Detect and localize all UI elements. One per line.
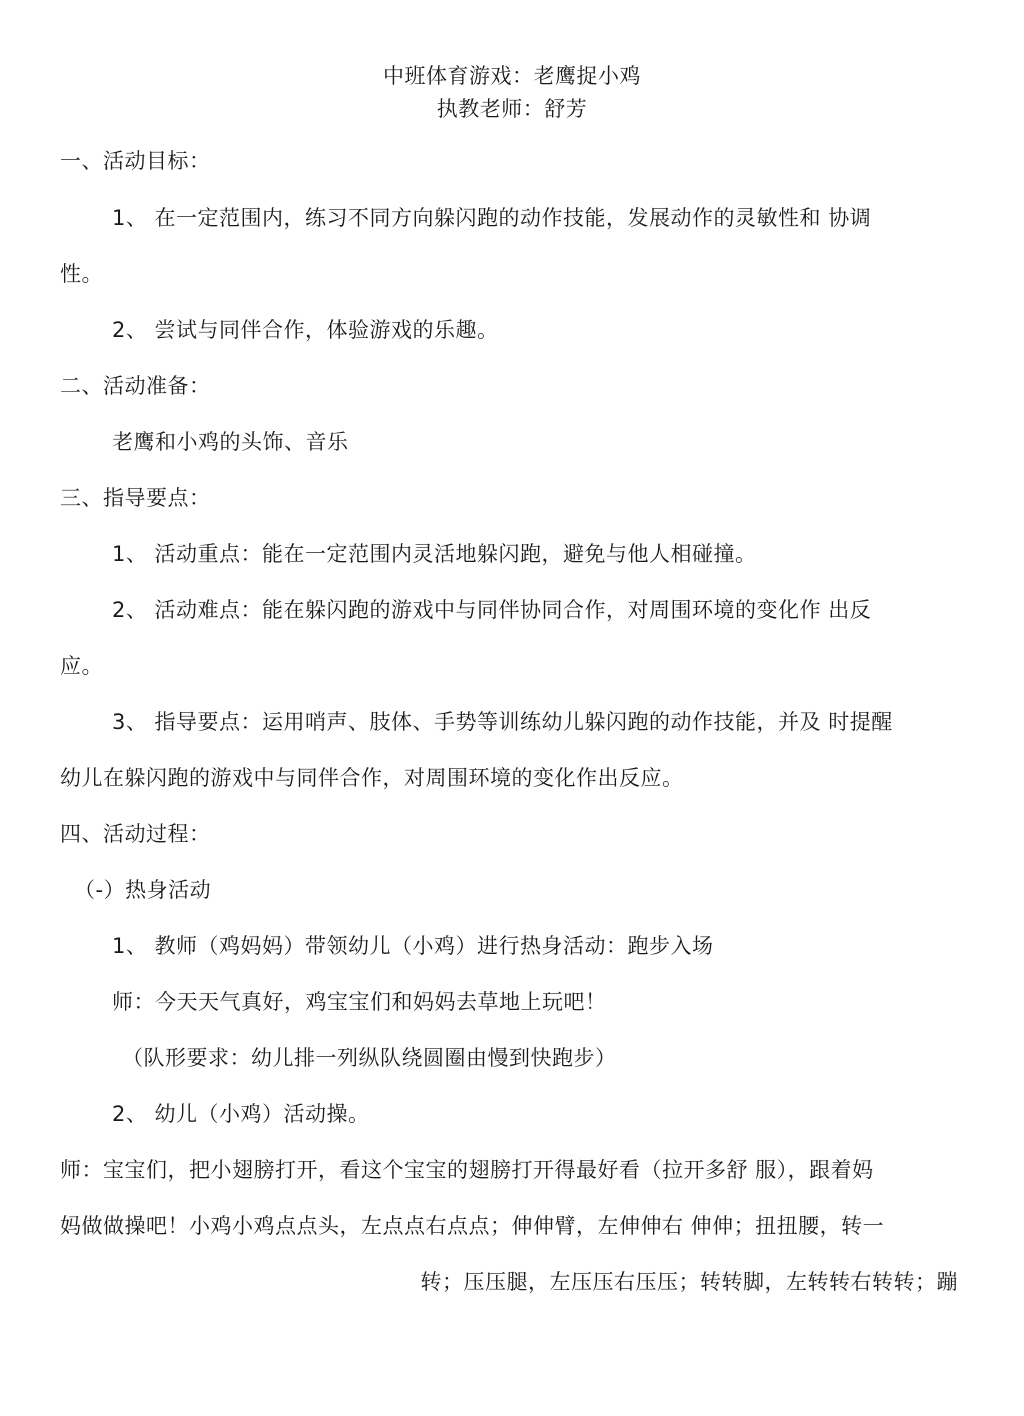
process-step-2: 2、 幼儿（小鸡）活动操。 — [112, 1102, 370, 1126]
process-subheading-warmup: （-）热身活动 — [74, 878, 212, 902]
goal-item-1-line-1: 1、 在一定范围内，练习不同方向躲闪跑的动作技能，发展动作的灵敏性和 协调 — [112, 206, 872, 230]
formation-note: （队形要求：幼儿排一列纵队绕圆圈由慢到快跑步） — [122, 1046, 617, 1070]
preparation-content: 老鹰和小鸡的头饰、音乐 — [112, 430, 349, 454]
guidance-item-1: 1、 活动重点：能在一定范围内灵活地躲闪跑，避免与他人相碰撞。 — [112, 542, 757, 566]
guidance-item-3-line-1: 3、 指导要点：运用哨声、肢体、手势等训练幼儿躲闪跑的动作技能，并及 时提醒 — [112, 710, 893, 734]
guidance-item-2-line-1: 2、 活动难点：能在躲闪跑的游戏中与同伴协同合作，对周围环境的变化作 出反 — [112, 598, 872, 622]
section-heading-guidance: 三、指导要点： — [60, 486, 211, 510]
teacher-name: 执教老师：舒芳 — [436, 97, 588, 121]
section-heading-preparation: 二、活动准备： — [60, 374, 211, 398]
goal-item-2: 2、 尝试与同伴合作，体验游戏的乐趣。 — [112, 318, 499, 342]
exercise-line-2: 妈做做操吧！小鸡小鸡点点头，左点点右点点；伸伸臂，左伸伸右 伸伸；扭扭腰，转一 — [60, 1214, 885, 1238]
goal-item-1-line-2: 性。 — [60, 262, 103, 286]
teacher-dialogue: 师：今天天气真好，鸡宝宝们和妈妈去草地上玩吧！ — [112, 990, 607, 1014]
section-heading-goals: 一、活动目标： — [60, 149, 211, 173]
exercise-line-3: 转；压压腿，左压压右压压；转转脚，左转转右转转；蹦 — [420, 1270, 958, 1294]
guidance-item-3-line-2: 幼儿在躲闪跑的游戏中与同伴合作，对周围环境的变化作出反应。 — [60, 766, 684, 790]
exercise-line-1: 师：宝宝们，把小翅膀打开，看这个宝宝的翅膀打开得最好看（拉开多舒 服），跟着妈 — [60, 1158, 874, 1182]
process-step-1: 1、 教师（鸡妈妈）带领幼儿（小鸡）进行热身活动：跑步入场 — [112, 934, 714, 958]
section-heading-process: 四、活动过程： — [60, 822, 211, 846]
document-title: 中班体育游戏：老鹰捉小鸡 — [383, 64, 641, 88]
guidance-item-2-line-2: 应。 — [60, 654, 103, 678]
